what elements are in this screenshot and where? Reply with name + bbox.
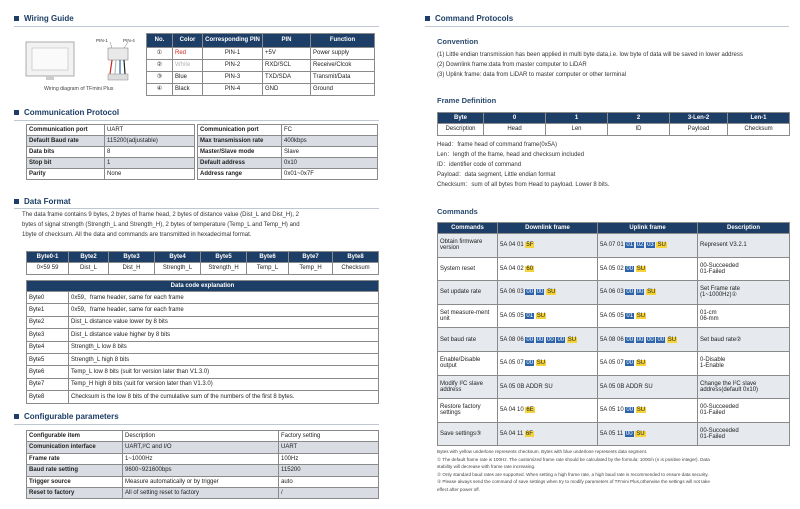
comm-uart-table	[26, 124, 195, 180]
comm-key: Stop bit	[27, 158, 105, 169]
wiring-cell: Transmit/Data	[311, 72, 375, 84]
frame-value: Strength_H	[201, 263, 247, 275]
wiring-cell: ③	[147, 72, 173, 84]
comm-key: Communication port	[27, 125, 105, 136]
commands-table: Commands Downlink frame Uplink frame Description Obtain firmware version 5A 04 01 5F 5A 07 01 01 02 03 SU Represent V3.2.1 System reset 5A 04 02 60 5A 05 02 00 SU 00-Succeeded 01-Failed Set update rate 5A 06 03 00 00 SU 5A 06 03 00 00 SU Set Frame rate (1~1000Hz)① Set measure-ment unit 5A 05 05 01 SU 5A 05 05 01 SU 01-cm 06-mm Set baud rate 5A 08 06 00 00 00 00 SU 5A 08 06 00 00 00 00 SU Set baud rate② Enable/Disable output 5A 05 07 00 SU 5A 05 07 00 SU 0-Disable 1-Enable Modify I²C slave address 5A 05 0B ADDR SU 5A 05 0B ADDR SU Change the I²C slave address(default 0x10) Restore factory settings 5A 04 10 6E 5A 05 10 00 SU 00-Succeeded 01-Failed Save settings③ 5A 04 11 6F 5A 05 11 00 SU 00-Succeeded 01-Failed	[437, 222, 790, 446]
comm-value: FC	[282, 125, 378, 136]
divider	[14, 26, 379, 27]
section-square-icon	[14, 199, 19, 204]
wiring-cell: PIN-3	[203, 72, 263, 84]
wiring-cell: ②	[147, 60, 173, 72]
table-row: Byte2 Dist_L distance value lower by 8 bits	[27, 316, 379, 328]
table-row: Byte7 Temp_H high 8 bits (suit for version later than V1.3.0)	[27, 378, 379, 390]
wiring-cell: PIN-4	[203, 84, 263, 96]
frame-value: Checksum	[333, 263, 379, 275]
table-row	[438, 375, 790, 399]
wiring-cell: PIN-1	[203, 48, 263, 60]
divider	[14, 120, 379, 121]
command-name: System reset	[438, 257, 498, 281]
downlink-frame: 5A 05 0B ADDR SU	[498, 375, 598, 399]
command-name: Set baud rate	[438, 328, 498, 352]
table-row: Byte5 Strength_L high 8 bits	[27, 353, 379, 365]
table-row	[198, 158, 378, 169]
downlink-frame: 5A 04 02 60	[498, 257, 598, 281]
wiring-table	[146, 33, 375, 96]
command-description: Change the I²C slave address(default 0x10)	[698, 375, 790, 399]
table-row	[198, 136, 378, 147]
comm-key: Address range	[198, 169, 282, 180]
wiring-cell: ④	[147, 84, 173, 96]
frame-value: Temp_H	[289, 263, 333, 275]
command-description: Represent V3.2.1	[698, 234, 790, 258]
downlink-frame: 5A 04 10 6E	[498, 399, 598, 423]
frame-value: Dist_H	[109, 263, 155, 275]
wiring-guide-heading: Wiring Guide	[14, 14, 74, 23]
wiring-color-black: Black	[173, 84, 203, 96]
command-name: Enable/Disable output	[438, 351, 498, 375]
data-format-paragraph: The data frame contains 9 bytes, 2 bytes of frame head, 2 bytes of distance value (Dist_L and Dist_H), 2 bytes of signal strength (Strength_L and Strength_H), 2 bytes of temperature (Temp_L and Temp_H) and 1byte of checksum. All the data and commands are transmitted in hexadecimal format.	[22, 212, 300, 238]
table-row	[438, 304, 790, 328]
table-row	[438, 257, 790, 281]
wiring-cell: Ground	[311, 84, 375, 96]
uplink-frame: 5A 05 07 00 SU	[598, 351, 698, 375]
table-row: Byte3 Dist_L distance value higher by 8 bits	[27, 329, 379, 341]
comm-key: Default address	[198, 158, 282, 169]
table-row	[147, 48, 375, 60]
wiring-cell: GND	[263, 84, 311, 96]
table-row: Comunication interface UART,I²C and I/O UART	[27, 442, 379, 453]
pin1-label: PIN-1	[96, 38, 108, 43]
section-square-icon	[14, 16, 19, 21]
frame-header: Byte5	[201, 252, 247, 263]
table-row: Description Head Len ID Payload Checksum	[438, 124, 790, 136]
table-row: Byte8 Checksum is the low 8 bits of the cumulative sum of the numbers of the first 8 bytes.	[27, 391, 379, 403]
comm-key: Data bits	[27, 147, 105, 158]
wiring-cell: PIN-2	[203, 60, 263, 72]
table-row: Byte0 0x59，frame header, same for each frame	[27, 292, 379, 304]
wiring-header: Corresponding PIN	[203, 34, 263, 48]
section-square-icon	[425, 16, 430, 21]
downlink-frame: 5A 06 03 00 00 SU	[498, 281, 598, 305]
frame-value: Temp_L	[247, 263, 289, 275]
data-format-heading: Data Format	[14, 197, 71, 206]
table-row	[438, 328, 790, 352]
table-row	[147, 84, 375, 96]
convention-heading: Convention	[437, 37, 479, 46]
uplink-frame: 5A 05 10 00 SU	[598, 399, 698, 423]
comm-value: UART	[105, 125, 195, 136]
frame-header: Byte2	[69, 252, 109, 263]
data-code-table	[26, 280, 379, 404]
wiring-cell: TXD/SDA	[263, 72, 311, 84]
frame-value: Strength_L	[155, 263, 201, 275]
comm-value: 1	[105, 158, 195, 169]
divider	[425, 26, 789, 27]
downlink-frame: 5A 05 07 00 SU	[498, 351, 598, 375]
frame-byte-table	[26, 251, 379, 275]
command-name: Obtain firmware version	[438, 234, 498, 258]
wiring-color-red: Red	[173, 48, 203, 60]
communication-protocol-heading: Communication Protocol	[14, 108, 119, 117]
comm-value: None	[105, 169, 195, 180]
comm-key: Default Baud rate	[27, 136, 105, 147]
divider	[14, 208, 379, 209]
command-name: Set measure-ment unit	[438, 304, 498, 328]
downlink-frame: 5A 04 11 6F	[498, 422, 598, 446]
comm-value: 400kbps	[282, 136, 378, 147]
command-description: Set Frame rate (1~1000Hz)①	[698, 281, 790, 305]
wiring-header: Function	[311, 34, 375, 48]
data-code-header: Data code explanation	[27, 281, 379, 292]
table-row	[27, 136, 195, 147]
comm-i2c-table	[197, 124, 378, 180]
table-row	[27, 158, 195, 169]
frame-header: Byte4	[155, 252, 201, 263]
section-square-icon	[14, 414, 19, 419]
uplink-frame: 5A 05 05 01 SU	[598, 304, 698, 328]
table-row	[438, 281, 790, 305]
command-name: Restore factory settings	[438, 399, 498, 423]
downlink-frame: 5A 04 01 5F	[498, 234, 598, 258]
frame-definition-heading: Frame Definition	[437, 96, 497, 105]
table-row	[27, 169, 195, 180]
wiring-cell: ①	[147, 48, 173, 60]
table-row	[438, 234, 790, 258]
table-row: Byte1 0x59，frame header, same for each frame	[27, 304, 379, 316]
table-row: Frame rate 1~1000Hz 100Hz	[27, 453, 379, 464]
frame-header: Byte0-1	[27, 252, 69, 263]
convention-text: (1) Little endian transmission has been applied in multi byte data,i.e. low byte of data will be saved in lower address (2) Downlink frame:data from master computer to LiDAR (3) Uplink frame: data from LiDAR to master computer or other terminal	[437, 52, 743, 78]
table-row	[27, 263, 379, 275]
table-row	[27, 147, 195, 158]
frame-header: Byte6	[247, 252, 289, 263]
frame-header: Byte8	[333, 252, 379, 263]
table-row: Byte6 Temp_L low 8 bits (suit for version later than V1.3.0)	[27, 366, 379, 378]
wiring-color-blue: Blue	[173, 72, 203, 84]
table-row	[438, 399, 790, 423]
uplink-frame: 5A 05 0B ADDR SU	[598, 375, 698, 399]
table-row: Configurable item Description Factory setting	[27, 431, 379, 442]
wiring-cell: Power supply	[311, 48, 375, 60]
command-name: Set update rate	[438, 281, 498, 305]
table-row: Trigger source Measure automatically or by trigger auto	[27, 476, 379, 487]
comm-value: 0x01~0x7F	[282, 169, 378, 180]
command-name: Save settings③	[438, 422, 498, 446]
wiring-cell: RXD/SCL	[263, 60, 311, 72]
wiring-caption: Wiring diagram of TFmini Plus	[44, 86, 114, 92]
wiring-cell: +5V	[263, 48, 311, 60]
comm-value: 0x10	[282, 158, 378, 169]
table-row: Baud rate setting 9600~921600bps 115200	[27, 465, 379, 476]
divider	[14, 424, 379, 425]
table-row	[438, 422, 790, 446]
wiring-cell: Receive/Clcok	[311, 60, 375, 72]
uplink-frame: 5A 05 11 00 SU	[598, 422, 698, 446]
downlink-frame: 5A 05 05 01 SU	[498, 304, 598, 328]
frame-value: Dist_L	[69, 263, 109, 275]
command-name: Modify I²C slave address	[438, 375, 498, 399]
commands-heading: Commands	[437, 207, 478, 216]
command-protocols-heading: Command Protocols	[425, 14, 513, 23]
uplink-frame: 5A 08 06 00 00 00 00 SU	[598, 328, 698, 352]
uplink-frame: 5A 07 01 01 02 03 SU	[598, 234, 698, 258]
table-row	[198, 147, 378, 158]
frame-header: Byte3	[109, 252, 155, 263]
command-description: 00-Succeeded 01-Failed	[698, 257, 790, 281]
command-description: 01-cm 06-mm	[698, 304, 790, 328]
table-row	[147, 60, 375, 72]
comm-key: Communication port	[198, 125, 282, 136]
comm-value: Slave	[282, 147, 378, 158]
command-footnotes: Bytes with yellow underlone represents checksum. Bytes with blue underlone represents data segment. ① The default frame rate is 100Hz. The customized frame rate should be calculated by the formula: 1000/n (n is positive integer). Data stability will decrease with frame rate increasing. ② Only standard baud rates are supported. When setting a high frame rate, a high baud rate is recommended to ensure data security. ③ Please always send the command of save settings when try to modify parameters of TFmini Plus,otherwise the settings will not take effect after power off.	[437, 449, 710, 492]
uplink-frame: 5A 05 02 00 SU	[598, 257, 698, 281]
uplink-frame: 5A 06 03 00 00 SU	[598, 281, 698, 305]
wiring-color-white: White	[173, 60, 203, 72]
comm-value: 115200(adjustable)	[105, 136, 195, 147]
wiring-header: Color	[173, 34, 203, 48]
command-description: 00-Succeeded 01-Failed	[698, 399, 790, 423]
table-row: Reset to factory All of setting reset to factory /	[27, 487, 379, 498]
command-description: 0-Disable 1-Enable	[698, 351, 790, 375]
configurable-parameters-heading: Configurable parameters	[14, 412, 119, 421]
comm-key: Parity	[27, 169, 105, 180]
comm-value: 8	[105, 147, 195, 158]
table-row	[198, 169, 378, 180]
config-table	[26, 430, 379, 499]
comm-key: Master/Slave mode	[198, 147, 282, 158]
frame-definition-table: Byte 0 1 2 3-Len-2 Len-1 Description Head Len ID Payload Checksum	[437, 112, 790, 136]
table-row	[438, 351, 790, 375]
table-row	[147, 72, 375, 84]
wiring-header: No.	[147, 34, 173, 48]
downlink-frame: 5A 08 06 00 00 00 00 SU	[498, 328, 598, 352]
section-square-icon	[14, 110, 19, 115]
wiring-header: PIN	[263, 34, 311, 48]
comm-key: Max transmission rate	[198, 136, 282, 147]
table-row: Byte4 Strength_L low 8 bits	[27, 341, 379, 353]
pin4-label: PIN-4	[123, 38, 135, 43]
table-row	[27, 125, 195, 136]
command-description: 00-Succeeded 01-Failed	[698, 422, 790, 446]
frame-value: 0×59 59	[27, 263, 69, 275]
frame-header: Byte7	[289, 252, 333, 263]
frame-definition-notes: Head：frame head of command frame(0x5A) Len：length of the frame, head and checksum included ID：identifier code of command Payload：data segment, Little endian format Checksum：sum of all bytes from Head to payload. Lower 8 bits.	[437, 142, 610, 188]
command-description: Set baud rate②	[698, 328, 790, 352]
table-row	[198, 125, 378, 136]
